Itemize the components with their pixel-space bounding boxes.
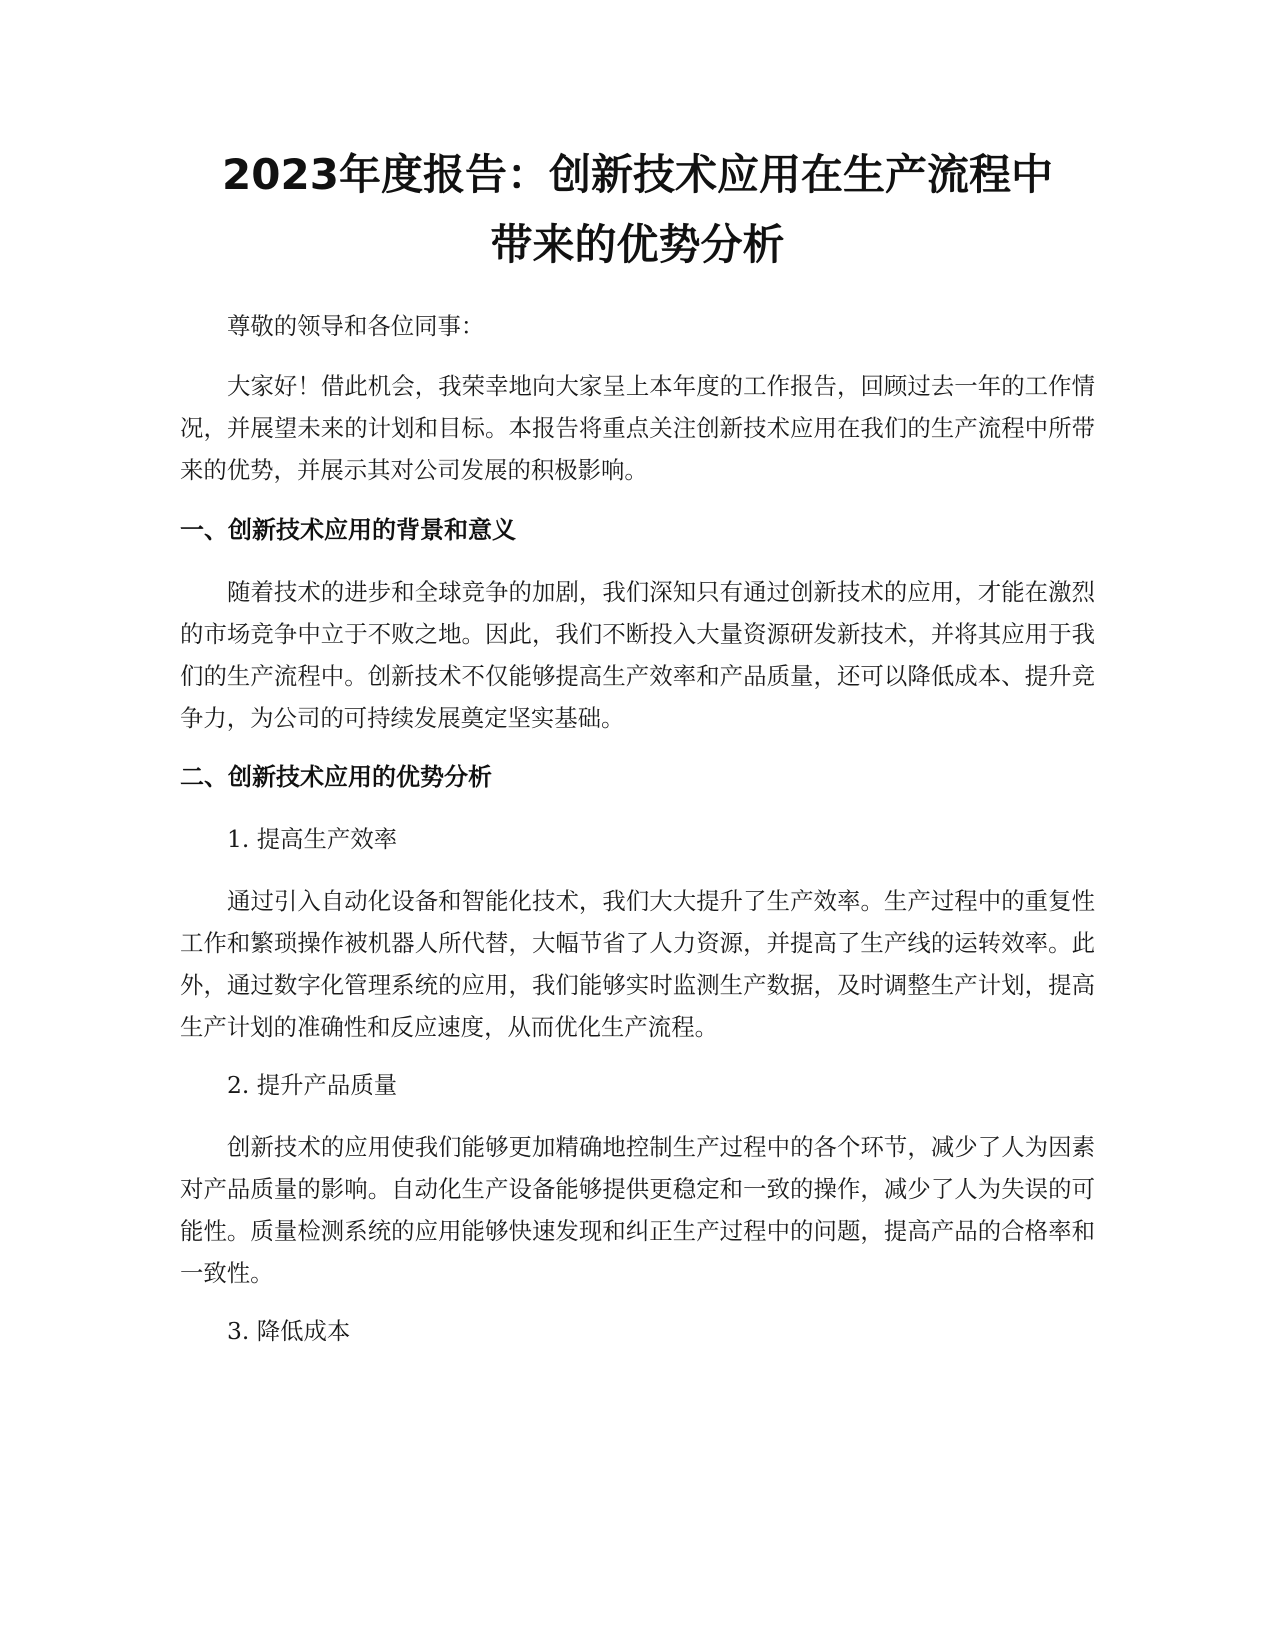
section-1-heading: 一、创新技术应用的背景和意义 [180,516,516,544]
salutation: 尊敬的领导和各位同事： [227,312,485,340]
section-2-heading: 二、创新技术应用的优势分析 [180,763,492,791]
item-1-title: 1. 提高生产效率 [227,825,398,853]
section-1-body: 随着技术的进步和全球竞争的加剧，我们深知只有通过创新技术的应用，才能在激烈的市场竞争中立于不败之地。因此，我们不断投入大量资源研发新技术，并将其应用于我们的生产流程中。创新技术不仅能够提高生产效率和产品质量，还可以降低成本、提升竞争力，为公司的可持续发展奠定坚实基础。 [180,578,1095,732]
document-title [180,140,1095,280]
item-2-title: 2. 提升产品质量 [227,1071,398,1099]
intro-paragraph: 大家好！借此机会，我荣幸地向大家呈上本年度的工作报告，回顾过去一年的工作情况，并展望未来的计划和目标。本报告将重点关注创新技术应用在我们的生产流程中所带来的优势，并展示其对公司发展的积极影响。 [180,372,1095,484]
title-line-1: 2023年度报告：创新技术应用在生产流程中 [222,150,1053,199]
item-2-body: 创新技术的应用使我们能够更加精确地控制生产过程中的各个环节，减少了人为因素对产品质量的影响。自动化生产设备能够提供更稳定和一致的操作，减少了人为失误的可能性。质量检测系统的应用能够快速发现和纠正生产过程中的问题，提高产品的合格率和一致性。 [180,1133,1095,1287]
title-line-2: 带来的优势分析 [490,220,785,269]
item-3-title: 3. 降低成本 [227,1317,351,1345]
item-1-body: 通过引入自动化设备和智能化技术，我们大大提升了生产效率。生产过程中的重复性工作和繁琐操作被机器人所代替，大幅节省了人力资源，并提高了生产线的运转效率。此外，通过数字化管理系统的应用，我们能够实时监测生产数据，及时调整生产计划，提高生产计划的准确性和反应速度，从而优化生产流程。 [180,887,1095,1041]
